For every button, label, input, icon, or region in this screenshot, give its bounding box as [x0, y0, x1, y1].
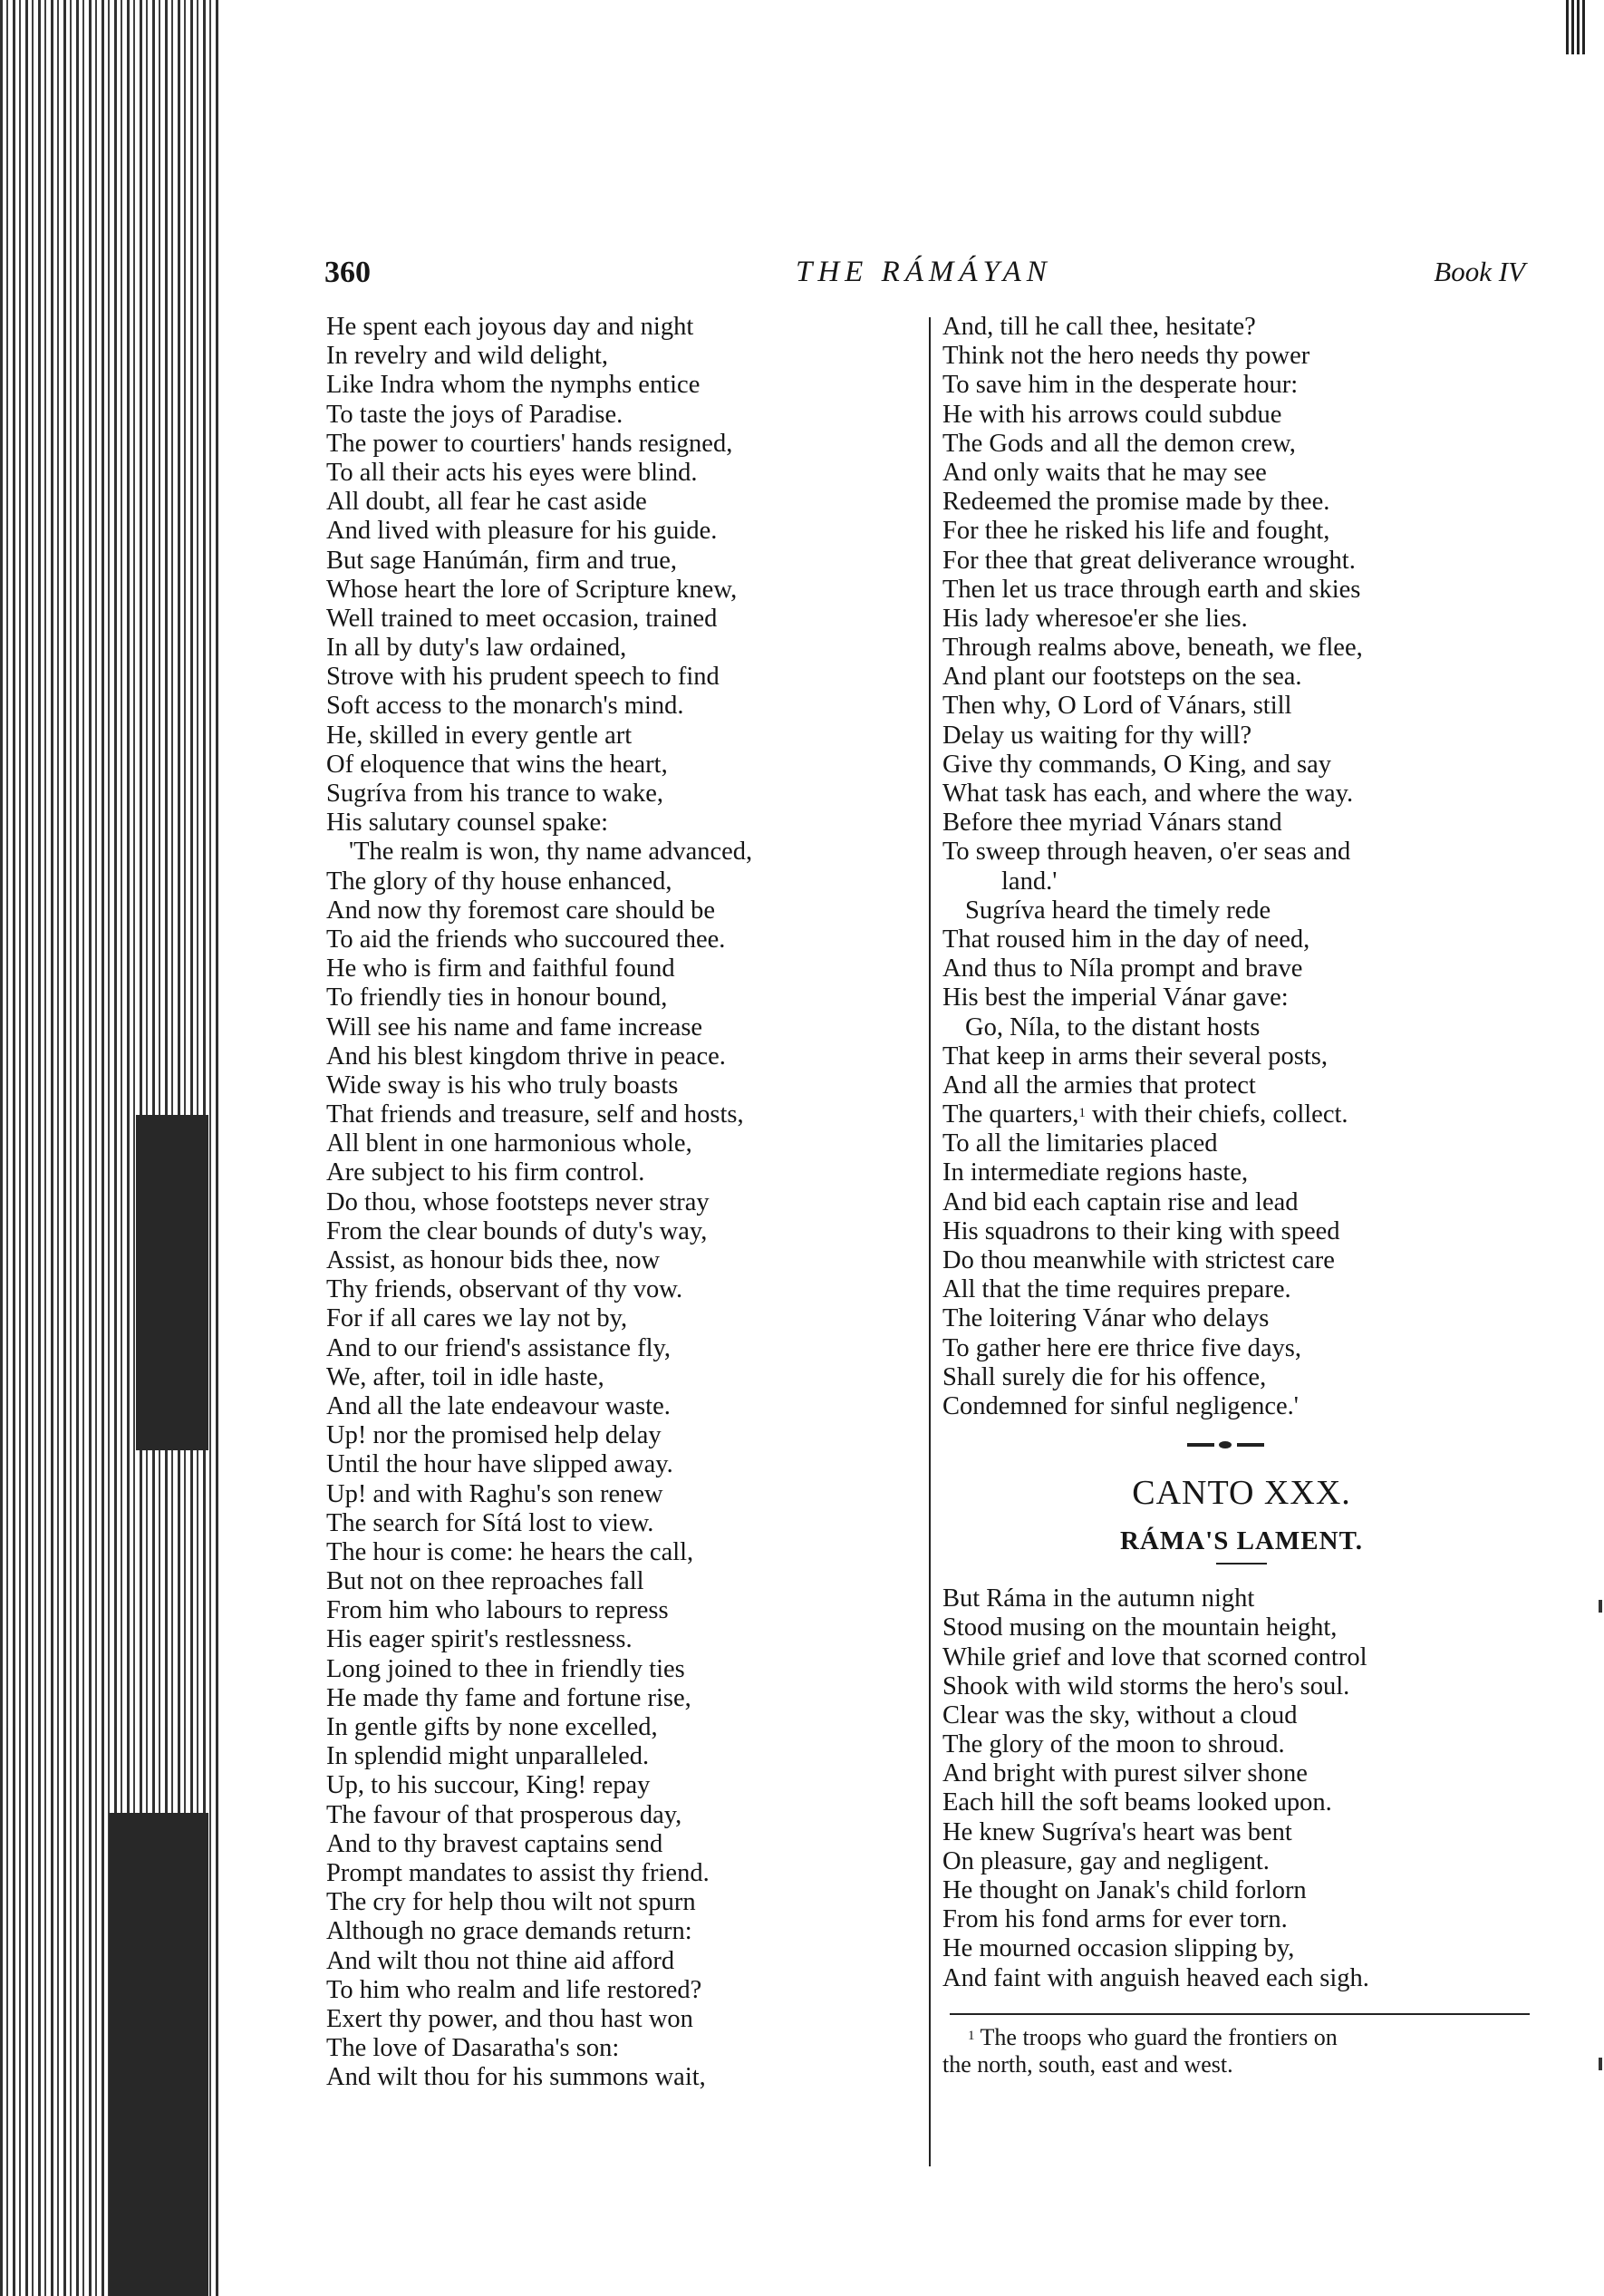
verse-line: And wilt thou not thine aid afford — [326, 1946, 675, 1975]
verse-line: He, skilled in every gentle art — [326, 721, 633, 750]
verse-line: He made thy fame and fortune rise, — [326, 1683, 691, 1712]
verse-line: All that the time requires prepare. — [942, 1275, 1291, 1304]
verse-line: For if all cares we lay not by, — [326, 1304, 628, 1333]
scan-speck — [1599, 2058, 1602, 2070]
verse-line: And all the late endeavour waste. — [326, 1391, 671, 1420]
verse-line: Go, Níla, to the distant hosts — [965, 1012, 1261, 1041]
verse-line: 'The realm is won, thy name advanced, — [349, 838, 753, 867]
verse-line: Whose heart the lore of Scripture knew, — [326, 575, 738, 604]
verse-line: For thee he risked his life and fought, — [942, 517, 1330, 546]
verse-line: He knew Sugríva's heart was bent — [942, 1817, 1292, 1846]
verse-line: Then why, O Lord of Vánars, still — [942, 692, 1292, 721]
verse-line: Well trained to meet occasion, trained — [326, 604, 718, 633]
verse-line: The glory of the moon to shroud. — [942, 1730, 1285, 1759]
footnote-marker: 1 — [968, 2028, 975, 2043]
verse-line: His eager spirit's restlessness. — [326, 1625, 633, 1654]
verse-line: To aid the friends who succoured thee. — [326, 925, 726, 954]
verse-line: To gather here ere thrice five days, — [942, 1333, 1302, 1362]
verse-line: To taste the joys of Paradise. — [326, 400, 623, 429]
verse-line: His squadrons to their king with speed — [942, 1216, 1340, 1245]
verse-line: And only waits that he may see — [942, 458, 1267, 487]
verse-line: And bright with purest silver shone — [942, 1759, 1308, 1788]
verse-line: In all by duty's law ordained, — [326, 634, 627, 663]
verse-line: While grief and love that scorned control — [942, 1642, 1367, 1671]
verse-line: And all the armies that protect — [942, 1070, 1256, 1100]
title-rule — [1216, 1563, 1267, 1565]
verse-line: Assist, as honour bids thee, now — [326, 1246, 661, 1274]
footnote-reference: 1 — [1078, 1106, 1086, 1121]
verse-line: In revelry and wild delight, — [326, 342, 609, 371]
verse-line: And wilt thou for his summons wait, — [326, 2063, 706, 2092]
verse-line: On pleasure, gay and negligent. — [942, 1846, 1270, 1875]
verse-line: From the clear bounds of duty's way, — [326, 1216, 708, 1245]
verse-line: And to our friend's assistance fly, — [326, 1333, 672, 1362]
column-divider — [929, 317, 931, 2166]
verse-line: He who is firm and faithful found — [326, 954, 675, 983]
verse-line: But Ráma in the autumn night — [942, 1584, 1255, 1613]
verse-line: All blent in one harmonious whole, — [326, 1129, 692, 1158]
scan-margin-artifact — [0, 0, 222, 2296]
canto-subtitle: RÁMA'S LAMENT. — [1119, 1526, 1364, 1556]
verse-text: The quarters, — [942, 1100, 1079, 1129]
verse-line: Redeemed the promise made by thee. — [942, 488, 1330, 517]
footnote-rule — [950, 2013, 1530, 2015]
verse-line: The Gods and all the demon crew, — [942, 429, 1296, 458]
verse-line: That friends and treasure, self and hosts, — [326, 1100, 744, 1129]
verse-line: That roused him in the day of need, — [942, 925, 1310, 954]
footnote-line: the north, south, east and west. — [942, 2050, 1233, 2078]
verse-line: He with his arrows could subdue — [942, 400, 1282, 429]
verse-line: Each hill the soft beams looked upon. — [942, 1788, 1332, 1817]
verse-line: To sweep through heaven, o'er seas and — [942, 838, 1351, 867]
verse-line: To him who realm and life restored? — [326, 1975, 702, 2004]
verse-line: His best the imperial Vánar gave: — [942, 983, 1289, 1012]
canto-title: CANTO XXX. — [1132, 1474, 1351, 1513]
verse-line: Up! nor the promised help delay — [326, 1421, 662, 1450]
verse-line: land.' — [1001, 867, 1058, 896]
verse-line: And, till he call thee, hesitate? — [942, 313, 1256, 341]
verse-line: Exert thy power, and thou hast won — [326, 2004, 693, 2033]
verse-line: We, after, toil in idle haste, — [326, 1362, 604, 1391]
verse-line: From his fond arms for ever torn. — [942, 1905, 1288, 1934]
verse-line: But sage Hanúmán, firm and true, — [326, 546, 678, 575]
verse-line: To save him in the desperate hour: — [942, 371, 1299, 400]
verse-line: In gentle gifts by none excelled, — [326, 1713, 658, 1741]
running-header — [324, 256, 1525, 292]
verse-line: Sugríva heard the timely rede — [965, 896, 1271, 925]
ornament-rule — [1237, 1443, 1264, 1447]
verse-line: His salutary counsel spake: — [326, 809, 609, 838]
verse-line: And bid each captain rise and lead — [942, 1187, 1299, 1216]
verse-line: That keep in arms their several posts, — [942, 1041, 1328, 1070]
verse-line: Do thou meanwhile with strictest care — [942, 1246, 1335, 1274]
verse-line: In splendid might unparalleled. — [326, 1742, 650, 1771]
verse-line: Up! and with Raghu's son renew — [326, 1479, 663, 1508]
verse-line: And lived with pleasure for his guide. — [326, 517, 718, 546]
verse-line: The glory of thy house enhanced, — [326, 867, 672, 896]
verse-line: Give thy commands, O King, and say — [942, 750, 1332, 779]
verse-line: And plant our footsteps on the sea. — [942, 663, 1302, 692]
verse-line: The loitering Vánar who delays — [942, 1304, 1270, 1333]
verse-line: Delay us waiting for thy will? — [942, 721, 1252, 750]
verse-line: Are subject to his firm control. — [326, 1158, 645, 1187]
footnote-line — [942, 2024, 1541, 2051]
verse-line: Sugríva from his trance to wake, — [326, 780, 663, 808]
verse-line: Until the hour have slipped away. — [326, 1450, 673, 1479]
verse-line: And faint with anguish heaved each sigh. — [942, 1963, 1369, 1992]
verse-line: The hour is come: he hears the call, — [326, 1537, 694, 1566]
verse-line: All doubt, all fear he cast aside — [326, 488, 647, 517]
verse-line: Before thee myriad Vánars stand — [942, 809, 1282, 838]
verse-line: For thee that great deliverance wrought. — [942, 546, 1356, 575]
page-number: 360 — [324, 256, 371, 289]
verse-line: Thy friends, observant of thy vow. — [326, 1275, 683, 1304]
verse-line: His lady wheresoe'er she lies. — [942, 604, 1248, 633]
verse-line: And his blest kingdom thrive in peace. — [326, 1041, 726, 1070]
book-number: Book IV — [1434, 256, 1525, 287]
verse-line: Strove with his prudent speech to find — [326, 663, 720, 692]
footnote-text: The troops who guard the frontiers on — [980, 2023, 1338, 2050]
verse-line: Stood musing on the mountain height, — [942, 1613, 1338, 1642]
footnote — [942, 2024, 1541, 2078]
verse-line: Long joined to thee in friendly ties — [326, 1654, 685, 1683]
verse-line: Of eloquence that wins the heart, — [326, 750, 668, 779]
verse-line: And thus to Níla prompt and brave — [942, 954, 1303, 983]
verse-line: Do thou, whose footsteps never stray — [326, 1187, 710, 1216]
verse-line: He mourned occasion slipping by, — [942, 1934, 1295, 1963]
verse-line: Shall surely die for his offence, — [942, 1362, 1267, 1391]
verse-line: Think not the hero needs thy power — [942, 342, 1310, 371]
scan-speck — [1599, 1600, 1602, 1613]
verse-line: Soft access to the monarch's mind. — [326, 692, 684, 721]
ornament-rule — [1187, 1443, 1214, 1447]
verse-line: But not on thee reproaches fall — [326, 1567, 644, 1596]
verse-line: Although no grace demands return: — [326, 1917, 692, 1946]
verse-line: Will see his name and fame increase — [326, 1012, 703, 1041]
ornament-dot — [1219, 1441, 1232, 1448]
verse-text: with their chiefs, collect. — [1091, 1100, 1348, 1129]
verse-line: The favour of that prosperous day, — [326, 1800, 682, 1829]
verse-line: Up, to his succour, King! repay — [326, 1771, 651, 1800]
verse-line: He spent each joyous day and night — [326, 313, 694, 341]
verse-line: From him who labours to repress — [326, 1596, 669, 1625]
verse-line: Wide sway is his who truly boasts — [326, 1070, 679, 1100]
verse-line: Clear was the sky, without a cloud — [942, 1700, 1298, 1729]
running-title: THE RÁMÁYAN — [796, 256, 1052, 288]
verse-line: The love of Dasaratha's son: — [326, 2034, 620, 2063]
verse-line: Shook with wild storms the hero's soul. — [942, 1671, 1350, 1700]
verse-line: Like Indra whom the nymphs entice — [326, 371, 701, 400]
verse-line: To all the limitaries placed — [942, 1129, 1218, 1158]
verse-line: The cry for help thou wilt not spurn — [326, 1888, 696, 1917]
verse-line: He thought on Janak's child forlorn — [942, 1876, 1307, 1904]
left-column — [326, 313, 920, 2092]
verse-line: And to thy bravest captains send — [326, 1829, 663, 1858]
verse-line: And now thy foremost care should be — [326, 896, 715, 925]
verse-line: The power to courtiers' hands resigned, — [326, 429, 733, 458]
right-column — [942, 313, 1541, 2078]
section-ornament — [942, 1421, 1541, 1467]
verse-line: Through realms above, beneath, we flee, — [942, 634, 1363, 663]
verse-line-with-footnote — [942, 1100, 1541, 1129]
verse-line: Then let us trace through earth and skies — [942, 575, 1361, 604]
verse-line: To all their acts his eyes were blind. — [326, 458, 698, 487]
verse-line: In intermediate regions haste, — [942, 1158, 1249, 1187]
verse-line: Condemned for sinful negligence.' — [942, 1391, 1299, 1420]
verse-line: To friendly ties in honour bound, — [326, 983, 668, 1012]
scan-corner-mark — [1566, 0, 1588, 54]
verse-line: The search for Sítá lost to view. — [326, 1508, 654, 1537]
verse-line: Prompt mandates to assist thy friend. — [326, 1858, 710, 1887]
verse-line: What task has each, and where the way. — [942, 780, 1354, 808]
